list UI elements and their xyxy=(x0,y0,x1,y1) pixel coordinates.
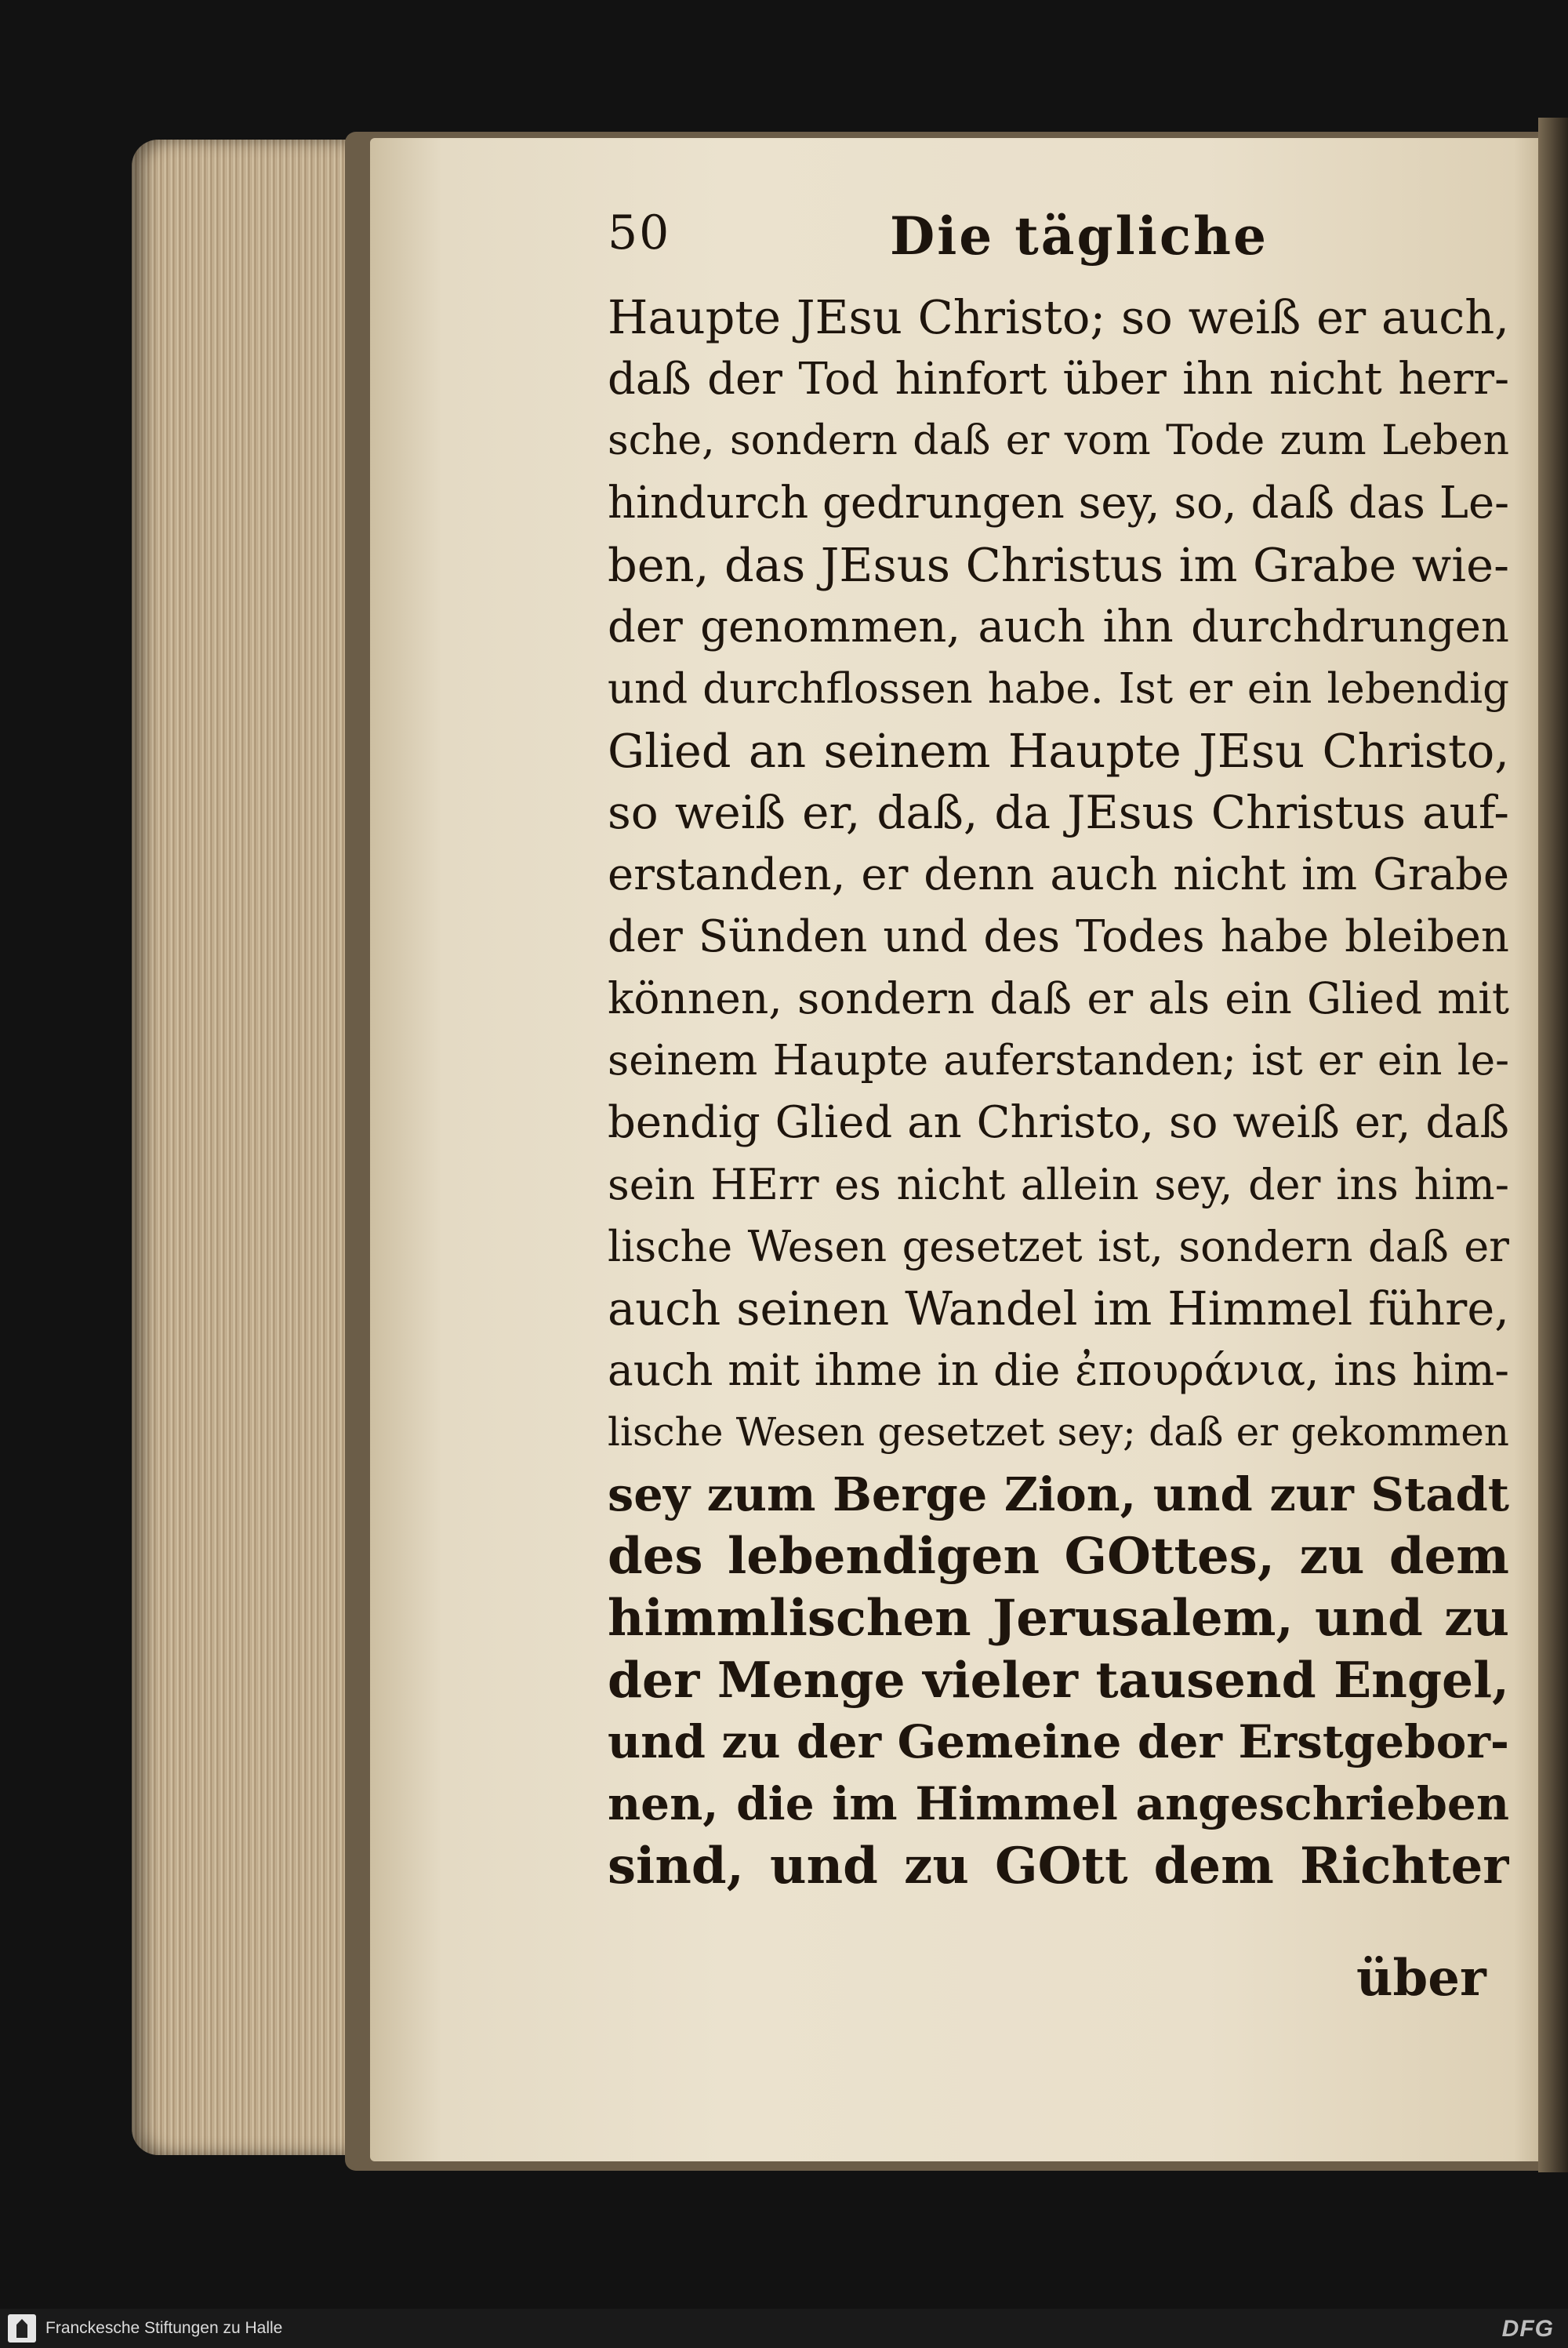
institution-logo-icon xyxy=(8,2314,36,2343)
text-line: der genommen, auch ihn durchdrungen xyxy=(608,602,1509,652)
text-line: des lebendigen GOttes, zu dem xyxy=(608,1527,1509,1586)
text-line: können, sondern daß er als ein Glied mit xyxy=(608,973,1509,1023)
text-line: sind, und zu GOtt dem Richter xyxy=(608,1837,1509,1895)
body-text xyxy=(608,286,1509,1897)
text-line: Glied an seinem Haupte JEsu Christo, xyxy=(608,724,1509,778)
dfg-logo: DFG xyxy=(1501,2316,1554,2342)
catchword: über xyxy=(1356,1949,1486,2008)
text-line: seinem Haupte auferstanden; ist er ein le- xyxy=(608,1037,1509,1085)
text-line: Haupte JEsu Christo; so weiß er auch, xyxy=(608,290,1509,344)
text-line: sein HErr es nicht allein sey, der ins him- xyxy=(608,1160,1509,1209)
text-line: lische Wesen gesetzet sey; daß er gekommen xyxy=(608,1409,1509,1455)
text-line: auch mit ihme in die ἐπουράνια, ins him- xyxy=(608,1345,1509,1395)
page-number: 50 xyxy=(608,205,671,260)
institution-name: Franckesche Stiftungen zu Halle xyxy=(45,2319,283,2337)
text-line: bendig Glied an Christo, so weiß er, daß xyxy=(608,1097,1509,1148)
text-line: erstanden, er denn auch nicht im Grabe xyxy=(608,849,1509,900)
page-header xyxy=(608,205,1517,268)
viewer-footer xyxy=(0,2309,1568,2348)
text-line: der Sünden und des Todes habe bleiben xyxy=(608,911,1509,962)
text-line: und zu der Gemeine der Erstgebor- xyxy=(608,1715,1509,1768)
text-line: der Menge vieler tausend Engel, xyxy=(608,1651,1509,1709)
text-line: ben, das JEsus Christus im Grabe wie- xyxy=(608,538,1509,592)
text-line: himmlischen Jerusalem, und zu xyxy=(608,1589,1509,1648)
text-line: so weiß er, daß, da JEsus Christus auf- xyxy=(608,786,1509,839)
text-line: sche, sondern daß er vom Tode zum Leben xyxy=(608,417,1509,464)
text-line: nen, die im Himmel angeschrieben xyxy=(608,1777,1509,1830)
text-line: hindurch gedrungen sey, so, daß das Le- xyxy=(608,478,1509,529)
text-line: auch seinen Wandel im Himmel führe, xyxy=(608,1281,1509,1336)
text-line: sey zum Berge Zion, und zur Stadt xyxy=(608,1467,1509,1521)
text-line: lische Wesen gesetzet ist, sondern daß er xyxy=(608,1222,1509,1271)
text-line: daß der Tod hinfort über ihn nicht herr- xyxy=(608,354,1509,405)
text-line: und durchflossen habe. Ist er ein lebendig xyxy=(608,665,1509,713)
book-gutter xyxy=(1538,118,1568,2172)
running-title: Die tägliche xyxy=(890,205,1269,267)
